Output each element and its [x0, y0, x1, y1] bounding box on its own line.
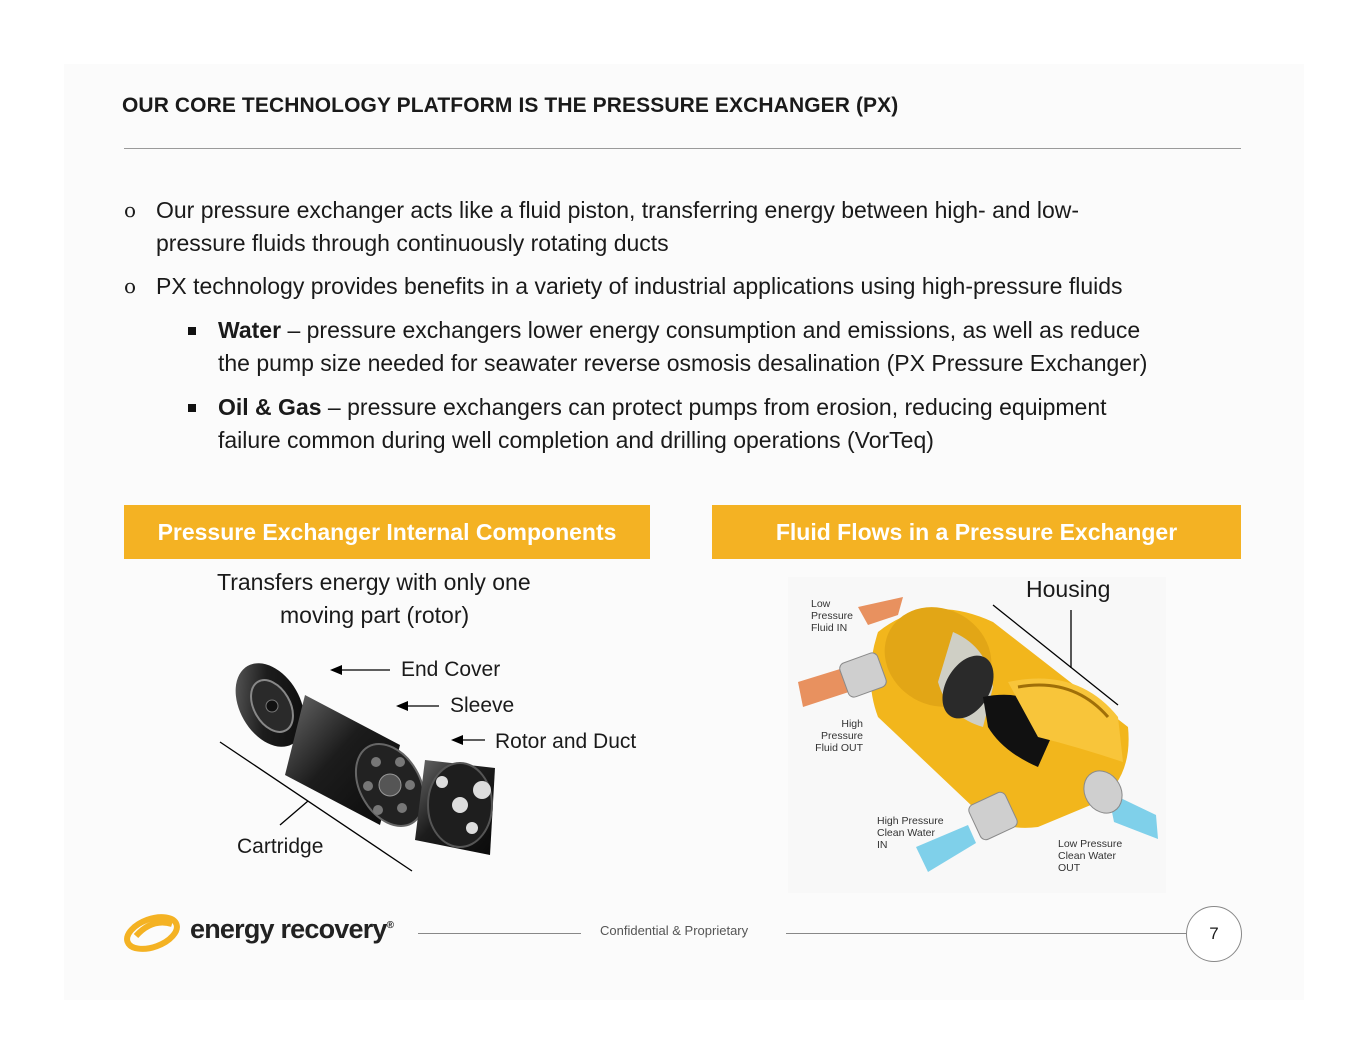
bullet-2-text: PX technology provides benefits in a variety of industrial applications using high-pressure fluids: [156, 273, 1123, 299]
label-line: Fluid OUT: [815, 742, 863, 754]
label-line: Low Pressure: [1058, 838, 1123, 850]
low-pressure-fluid-in-label: [811, 598, 853, 634]
label-line: Clean Water: [1058, 850, 1116, 862]
logo-text: energy recovery: [190, 914, 387, 944]
label-line: Low: [811, 598, 831, 610]
lp-clean-water-out-label: [1058, 838, 1122, 874]
left-caption-line-2: moving part (rotor): [280, 602, 470, 628]
square-bullet-icon: [188, 404, 196, 412]
footer-line-right: [786, 933, 1186, 934]
label-line: Fluid IN: [811, 622, 848, 634]
rotor-end-part: [415, 760, 495, 855]
sleeve-label: Sleeve: [450, 694, 515, 717]
oil-gas-text: – pressure exchangers can protect pumps from erosion, reducing equipment: [321, 394, 1107, 420]
slide-title: OUR CORE TECHNOLOGY PLATFORM IS THE PRESSURE EXCHANGER (PX): [122, 94, 899, 117]
bullet-1: [124, 194, 1224, 260]
right-panel-header: Fluid Flows in a Pressure Exchanger: [712, 505, 1241, 559]
left-panel-header: Pressure Exchanger Internal Components: [124, 505, 650, 559]
bullet-1-line-1: Our pressure exchanger acts like a fluid piston, transferring energy between high- and low-: [156, 197, 1080, 223]
rotor-duct-label: Rotor and Duct: [495, 730, 637, 753]
label-line: Pressure: [820, 730, 863, 742]
high-pressure-fluid-out-label: [815, 718, 863, 754]
confidential-label: Confidential & Proprietary: [600, 923, 749, 938]
bullet-1-line-2: pressure fluids through continuously rotating ducts: [156, 230, 669, 256]
sub-bullet-oil-gas: [188, 391, 1228, 457]
label-line: Clean Water: [877, 827, 935, 839]
cartridge-label: Cartridge: [237, 835, 324, 858]
label-line: OUT: [1058, 862, 1081, 874]
water-text: – pressure exchangers lower energy consumption and emissions, as well as reduce: [281, 317, 1141, 343]
sub-bullet-oil-gas-line-1: [218, 391, 1228, 424]
bullet-2: [124, 270, 1234, 303]
energy-recovery-logo-icon: [122, 910, 182, 956]
registered-mark: ®: [386, 920, 394, 931]
page-number: 7: [1186, 906, 1242, 962]
sub-bullet-oil-gas-line-2: failure common during well completion and drilling operations (VorTeq): [218, 427, 934, 453]
label-line: High: [841, 718, 863, 730]
label-line: High Pressure: [877, 815, 944, 827]
housing-label: Housing: [1026, 576, 1111, 602]
square-bullet-icon: [188, 327, 196, 335]
sub-bullet-water-line-1: [218, 314, 1228, 347]
end-cover-label: End Cover: [401, 658, 501, 681]
title-divider: [124, 148, 1241, 149]
label-line: Pressure: [811, 610, 854, 622]
water-label: Water: [218, 317, 282, 343]
left-caption-line-1: Transfers energy with only one: [217, 569, 531, 595]
bullet-marker: o: [124, 274, 137, 298]
sub-bullet-water: [188, 314, 1228, 380]
sub-bullet-water-line-2: the pump size needed for seawater reverse osmosis desalination (PX Pressure Exchanger): [218, 350, 1148, 376]
bullet-marker: o: [124, 198, 137, 222]
footer-line-left: [418, 933, 581, 934]
label-line: IN: [877, 839, 888, 851]
logo-wordmark: [190, 914, 393, 945]
hp-clean-water-in-label: [877, 815, 944, 851]
oil-gas-label: Oil & Gas: [218, 394, 322, 420]
sleeve-part: [285, 695, 438, 838]
